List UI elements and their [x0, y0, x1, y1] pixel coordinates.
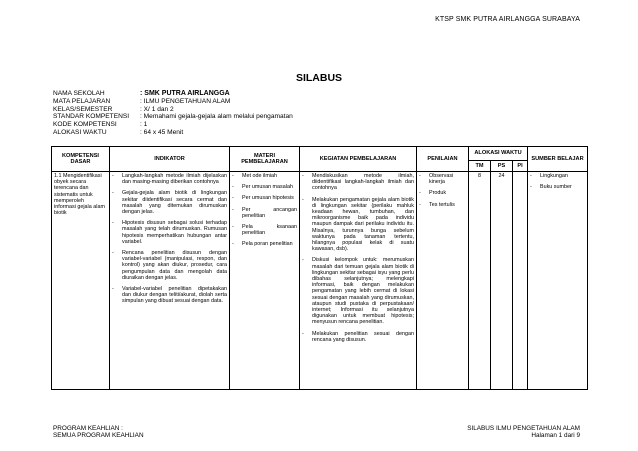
list-item: - Hipotesis disusun sebagai solusi terhadap masalah yang telah dirumuskan. Rumusan hipotesis memperhatikan hubungan antar variabel. [112, 220, 227, 245]
indikator-text: Variabel-variabel penelitian dipetakakan dan diukur dengan teliti/akurat, diolah serta simpulan yang dibuat sesuai dengan data. [122, 286, 227, 305]
kegiatan-text: Melakukan pengamatan gejala alam biotik di lingkungan sekitar (perilaku mahluk keadaan hewan, tumbuhan, dan mikroorganisme baik pada individu maupun dampak dari perilaku individu itu. Misalnya, turunnya bunga sebelum waktunya pada tanaman tertentu, hilangnya populasi kelak di suatu kawasan, dsb). [312, 196, 414, 253]
identity-block [53, 90, 293, 137]
header-tm: TM [469, 161, 491, 172]
meta-key: ALOKASI WAKTU [53, 128, 107, 136]
header-kegiatan: KEGIATAN PEMBELAJARAN [300, 147, 417, 172]
cell-tm: 8 [469, 172, 491, 390]
list-item: - Per ancangan penelitian [232, 206, 297, 219]
penilaian-text: Observasi kinerja [429, 173, 454, 186]
penilaian-text: Produk [429, 190, 447, 197]
syllabus-table [51, 146, 588, 390]
footer-doc-title: SILABUS ILMU PENGETAHUAN ALAM [467, 425, 580, 432]
header-sumber: SUMBER BELAJAR [528, 147, 588, 172]
list-item: - Per umusan masalah [232, 184, 297, 190]
indikator-text: Rencana penelitian disusun dengan variabel-variabel (manipulasi, respon, dan kontrol) yang akan diukur, prosedur, cara pengumpulan data dan mengolah data diuraikan dengan jelas. [122, 250, 227, 281]
penilaian-text: Tes tertulis [429, 201, 455, 208]
meta-value: : Memahami gejala-gejala alam melalui pengamatan [140, 113, 293, 121]
meta-row [53, 129, 293, 137]
cell-pi [513, 172, 528, 390]
meta-row [53, 98, 293, 106]
list-item: - Mendiskusikan metode ilmiah, diidentifikasi langkah-langkah ilmiah dan contohnya [302, 173, 414, 192]
sumber-text: Lingkungan [540, 173, 568, 179]
materi-text: Per umusan masalah [242, 184, 293, 191]
kegiatan-text: Melakukan penelitian sesuai dengan rencana yang disusun. [312, 330, 414, 343]
meta-row [53, 90, 293, 98]
meta-row [53, 121, 293, 129]
header-penilaian: PENILAIAN [417, 147, 469, 172]
table-row [52, 172, 588, 390]
list-item: - Pela poran penelitian [232, 241, 297, 247]
list-item: - Produk [419, 190, 466, 196]
indikator-text: Langkah-langkah metode ilmiah dijelaskan dan masing-masing diberikan contohnya [122, 173, 227, 186]
materi-text: Pela poran penelitian [242, 241, 293, 248]
list-item: - Lingkungan [530, 173, 585, 179]
cell-penilaian [417, 172, 469, 390]
list-item: - Diskusi kelompok untuk: merumuskan masalah dari temuan gejala alam biotik di lingkungan sekitar sebagai isyu yang perlu dibahas selanjutnya; melengkapi informasi, baik dengan melakukan pengamatan yang lebih cermat di lokasi sesuai dengan masalah yang dirumuskan, ataupun studi pustaka di perpustakaan/ internet; Informasi itu selanjutnya digunakan untuk membuat hipotesis; menyusun rencana penelitian. [302, 257, 414, 326]
cell-ps: 24 [491, 172, 513, 390]
meta-key: KELAS/SEMESTER [53, 105, 113, 113]
meta-key: STANDAR KOMPETENSI [53, 113, 130, 121]
kegiatan-text: Diskusi kelompok untuk: merumuskan masalah dari temuan gejala alam biotik di lingkungan sekitar sebagai isyu yang perlu dibahas selanjutnya; melengkapi informasi, baik dengan melakukan pengamatan yang lebih cermat di lokasi sesuai dengan masalah yang dirumuskan, ataupun studi pustaka di perpustakaan/ internet; Informasi itu selanjutnya digunakan untuk membuat hipotesis; menyusun rencana penelitian. [312, 257, 414, 326]
list-item: - Melakukan penelitian sesuai dengan rencana yang disusun. [302, 330, 414, 343]
sumber-text: Buku sumber [540, 184, 572, 191]
cell-indikator [110, 172, 230, 390]
page-number: Halaman 1 dari 9 [531, 432, 580, 440]
footer-program-value: SEMUA PROGRAM KEAHLIAN [53, 432, 144, 440]
materi-text: Per ancangan penelitian [242, 206, 297, 219]
list-item: - Gejala-gejala alam biotik di lingkungan sekitar diidentifikasi secara cermat dan masalah yang ditemukan dirumuskan dengan jelas. [112, 190, 227, 216]
list-item: - Buku sumber [530, 184, 585, 190]
footer-right [467, 425, 580, 440]
meta-key: NAMA SEKOLAH [53, 90, 105, 97]
meta-row [53, 113, 293, 121]
header-ps: PS [491, 161, 513, 172]
header-pi: PI [513, 161, 528, 172]
meta-key: MATA PELAJARAN [53, 97, 111, 105]
list-item: - Langkah-langkah metode ilmiah dijelaskan dan masing-masing diberikan contohnya [112, 173, 227, 186]
meta-row [53, 106, 293, 114]
list-item: - Observasi kinerja [419, 173, 466, 185]
meta-value: : ILMU PENGETAHUAN ALAM [140, 97, 231, 105]
cell-kd [52, 172, 110, 390]
meta-value: : 64 x 45 Menit [140, 128, 184, 136]
list-item: - Melakukan pengamatan gejala alam biotik di lingkungan sekitar (perilaku mahluk keadaan hewan, tumbuhan, dan mikroorganisme baik pada individu maupun dampak dari perilaku individu itu. Misalnya, turunnya bunga sebelum waktunya pada tanaman tertentu, hilangnya populasi kelak di suatu kawasan, dsb). [302, 196, 414, 253]
list-item: - Per umusan hipotesis [232, 195, 297, 201]
list-item: - Rencana penelitian disusun dengan variabel-variabel (manipulasi, respon, dan kontrol) yang akan diukur, prosedur, cara pengumpulan data dan mengolah data diuraikan dengan jelas. [112, 250, 227, 281]
footer-left [53, 425, 144, 440]
meta-value: : SMK PUTRA AIRLANGGA [140, 90, 230, 97]
materi-text: Per umusan hipotesis [242, 195, 294, 202]
meta-key: KODE KOMPETENSI [53, 121, 117, 129]
cell-materi [230, 172, 300, 390]
header-indikator: INDIKATOR [110, 147, 230, 172]
meta-value: : X/ 1 dan 2 [140, 105, 174, 113]
indikator-text: Hipotesis disusun sebagai solusi terhadap masalah yang telah dirumuskan. Rumusan hipotesis memperhatikan hubungan antar variabel. [122, 220, 227, 245]
list-item: - Pela ksanaan penelitian [232, 224, 297, 237]
cell-kegiatan [300, 172, 417, 390]
materi-text: Met ode ilmiah [242, 173, 278, 179]
indikator-text: Gejala-gejala alam biotik di lingkungan sekitar diidentifikasi secara cermat dan masalah yang ditemukan dirumuskan dengan jelas. [122, 190, 227, 216]
materi-text: Pela ksanaan penelitian [242, 224, 297, 237]
meta-value: : 1 [140, 121, 148, 129]
list-item: - Tes tertulis [419, 202, 466, 208]
header-materi: MATERI PEMBELAJARAN [230, 147, 300, 172]
header-alokasi: ALOKASI WAKTU [469, 147, 528, 161]
list-item: - Variabel-variabel penelitian dipetakakan dan diukur dengan teliti/akurat, diolah serta simpulan yang dibuat sesuai dengan data. [112, 286, 227, 305]
document-header: KTSP SMK PUTRA AIRLANGGA SURABAYA [435, 16, 580, 23]
page-title: SILABUS [295, 72, 343, 84]
footer-program-label: PROGRAM KEAHLIAN : [53, 425, 123, 432]
kd-text: 1.1 Mengidentifikasi obyek secara terencana dan sistematis untuk memperoleh informasi gejala alam biotik [54, 173, 105, 217]
kegiatan-text: Mendiskusikan metode ilmiah, diidentifikasi langkah-langkah ilmiah dan contohnya [312, 173, 414, 192]
list-item: - Met ode ilmiah [232, 173, 297, 179]
header-kd: KOMPETENSI DASAR [52, 147, 110, 172]
cell-sumber [528, 172, 588, 390]
